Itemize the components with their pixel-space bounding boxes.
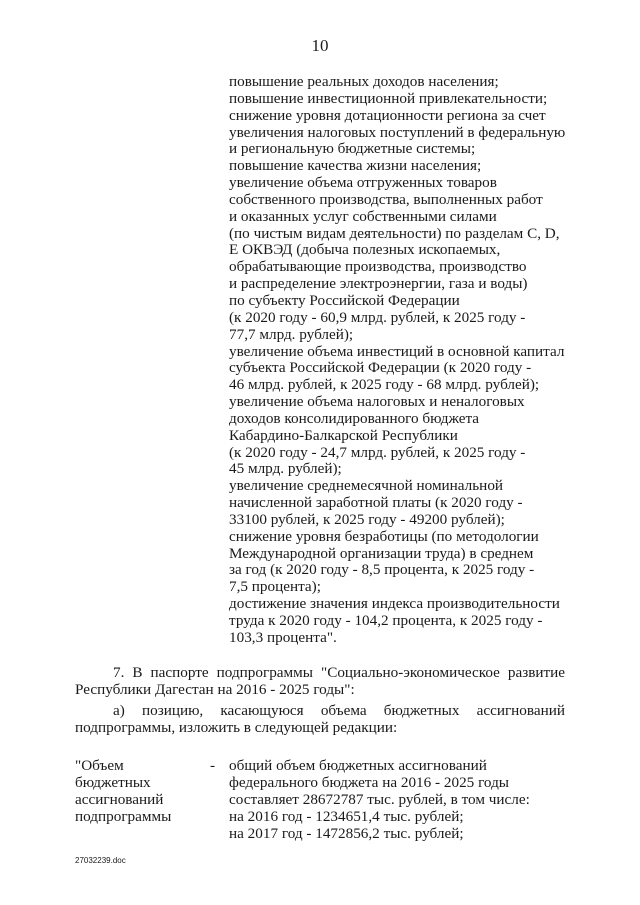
list-line: снижение уровня безработицы (по методологии (229, 527, 539, 545)
list-line: 45 млрд. рублей); (229, 460, 342, 478)
value-line: на 2017 год - 1472856,2 тыс. рублей; (229, 825, 464, 842)
list-line: увеличение среднемесячной номинальной (229, 477, 504, 495)
label-line: "Объем (75, 757, 124, 774)
label-line: подпрограммы (75, 808, 172, 825)
list-line: достижение значения индекса производительности (229, 595, 560, 613)
label-line: бюджетных (75, 774, 151, 791)
value-line: общий объем бюджетных ассигнований (229, 757, 487, 774)
value-line: на 2016 год - 1234651,4 тыс. рублей; (229, 808, 464, 825)
list-line: и региональную бюджетные системы; (229, 140, 476, 158)
list-line: (по чистым видам деятельности) по разделам С, D, (229, 224, 560, 242)
list-line: повышение реальных доходов населения; (229, 73, 499, 90)
list-line: по субъекту Российской Федерации (229, 291, 460, 309)
value-line: составляет 28672787 тыс. рублей, в том числе: (229, 791, 530, 808)
paragraph-a-line-1: а) позицию, касающуюся объема бюджетных ассигнований (113, 702, 565, 719)
paragraph-a-line-2: подпрограммы, изложить в следующей редакции: (75, 719, 398, 736)
list-line: увеличения налоговых поступлений в федеральную (229, 123, 566, 141)
list-line: снижение уровня дотационности региона за счет (229, 106, 546, 124)
list-line: (к 2020 году - 24,7 млрд. рублей, к 2025 году - (229, 443, 526, 461)
list-line: 7,5 процента); (229, 578, 321, 596)
list-line: за год (к 2020 году - 8,5 процента, к 2025 году - (229, 561, 535, 579)
passport-field-value (229, 757, 569, 842)
document-filename: 27032239.doc (75, 856, 126, 865)
list-line: увеличение объема отгруженных товаров (229, 174, 497, 192)
list-line: Международной организации труда) в среднем (229, 544, 534, 562)
list-line: 103,3 процента". (229, 628, 337, 646)
list-line: повышение качества жизни населения; (229, 157, 482, 175)
list-line: субъекта Российской Федерации (к 2020 году - (229, 359, 532, 377)
paragraph-a (75, 702, 565, 736)
passport-field-label (75, 757, 205, 825)
list-line: Е ОКВЭД (добыча полезных ископаемых, (229, 241, 501, 259)
list-line: и оказанных услуг собственными силами (229, 207, 497, 225)
list-line: и распределение электроэнергии, газа и воды) (229, 275, 528, 293)
list-line: труда к 2020 году - 104,2 процента, к 2025 году - (229, 612, 543, 629)
list-line: доходов консолидированного бюджета (229, 409, 480, 427)
list-line: 46 млрд. рублей, к 2025 году - 68 млрд. рублей); (229, 376, 540, 394)
list-line: (к 2020 году - 60,9 млрд. рублей, к 2025 году - (229, 308, 526, 326)
list-line: Кабардино-Балкарской Республики (229, 426, 458, 444)
goals-list (229, 74, 574, 647)
field-dash: - (210, 757, 216, 774)
label-line: ассигнований (75, 791, 164, 808)
list-line: увеличение объема инвестиций в основной капитал (229, 342, 565, 360)
list-line: 33100 рублей, к 2025 году - 49200 рублей); (229, 510, 505, 528)
value-line: федерального бюджета на 2016 - 2025 годы (229, 774, 510, 791)
list-line: повышение инвестиционной привлекательности; (229, 89, 548, 107)
list-line: начисленной заработной платы (к 2020 году - (229, 494, 523, 512)
list-line: собственного производства, выполненных работ (229, 190, 543, 208)
paragraph-7-line-2: Республики Дагестан на 2016 - 2025 годы": (75, 681, 355, 698)
list-line: обрабатывающие производства, производство (229, 258, 527, 276)
paragraph-7 (75, 664, 565, 698)
paragraph-7-line-1: 7. В паспорте подпрограммы "Социально-экономическое развитие (113, 664, 565, 681)
list-line: увеличение объема налоговых и неналоговых (229, 393, 525, 411)
list-line: 77,7 млрд. рублей); (229, 325, 354, 343)
page-number: 10 (311, 36, 329, 55)
